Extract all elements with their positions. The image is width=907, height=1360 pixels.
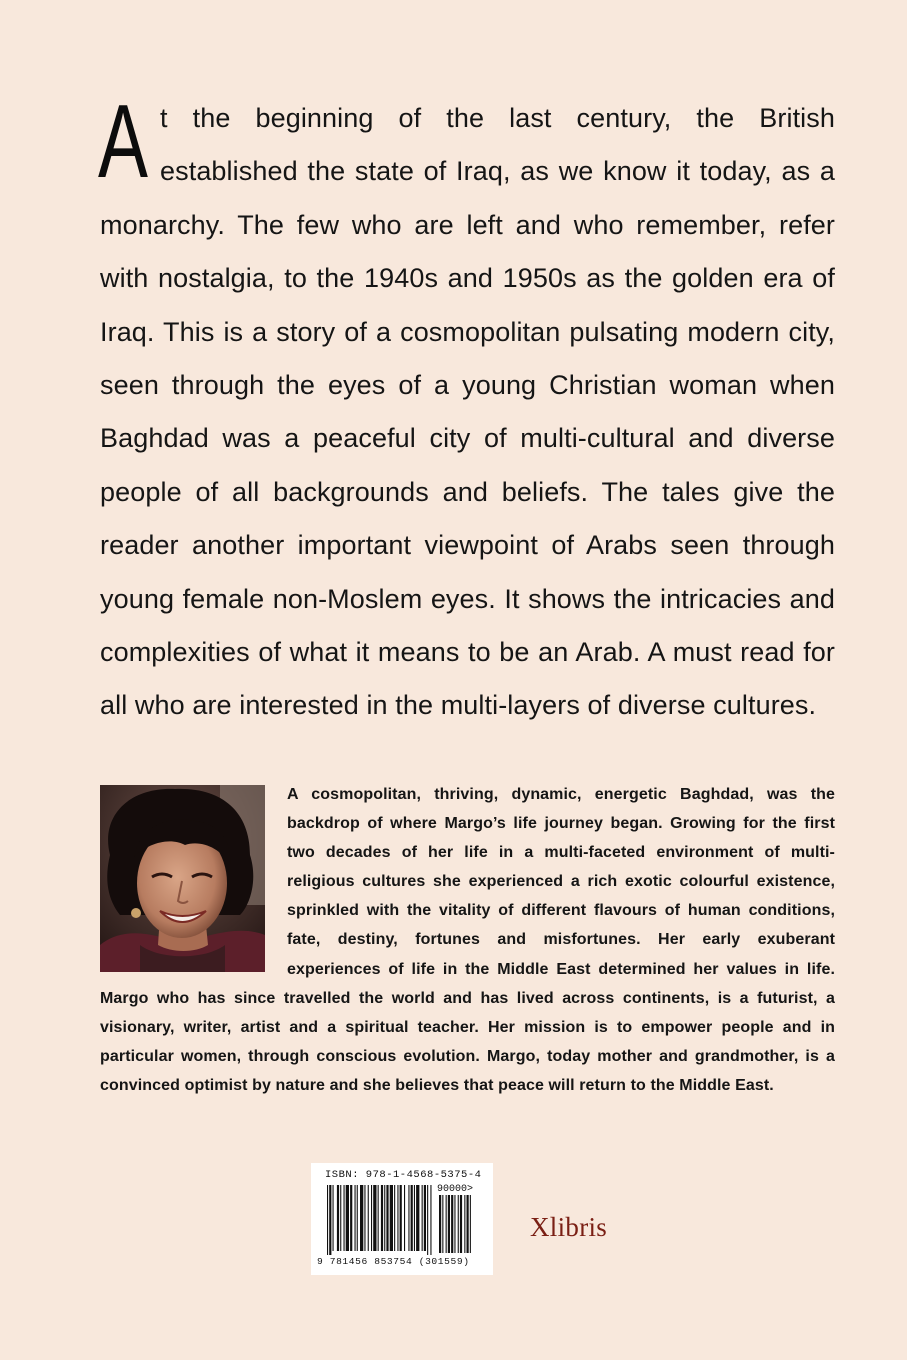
barcode-bars [327, 1185, 479, 1255]
author-bio [100, 780, 835, 1100]
book-blurb [98, 84, 835, 733]
price-code: 90000> [437, 1184, 474, 1195]
publisher-logo [530, 1212, 607, 1243]
ean-digits: 9 781456 853754 (301559) [317, 1256, 470, 1267]
publisher-name: Xlibris [530, 1212, 608, 1242]
blurb-text: t the beginning of the last century, the British established the state of Iraq, as we know it today, as a monarchy. The few who are left and who remember, refer with nostalgia, to the 1940s and 1950s as the golden era of Iraq. This is a story of a cosmopolitan pulsating modern city, seen through the eyes of a young Christian woman when Baghdad was a peaceful city of multi-cultural and diverse people of all backgrounds and beliefs. The tales give the reader another important viewpoint of Arabs seen through young female non-Moslem eyes. It shows the intricacies and complexities of what it means to be an Arab. A must read for all who are interested in the multi-layers of diverse cultures. [100, 103, 835, 721]
author-bio-text: A cosmopolitan, thriving, dynamic, energetic Baghdad, was the backdrop of where Margo’s life journey began. Growing for the first two decades of her life in a multi-faceted environment of multi-religious cultures she experienced a rich exotic colourful existence, sprinkled with the vitality of different flavours of human conditions, fate, destiny, fortunes and misfortunes. Her early exuberant experiences of life in the Middle East determined her values in life. Margo who has since travelled the world and has lived across continents, is a futurist, a visionary, writer, artist and a spiritual teacher. Her mission is to empower people and in particular women, through conscious evolution. Margo, today mother and grandmother, is a convinced optimist by nature and she believes that peace will return to the Middle East. [100, 786, 835, 1094]
photo-spacer [100, 780, 265, 980]
drop-cap: A [98, 84, 149, 200]
isbn-barcode [311, 1163, 493, 1275]
isbn-label: ISBN: 978-1-4568-5375-4 [325, 1169, 482, 1181]
